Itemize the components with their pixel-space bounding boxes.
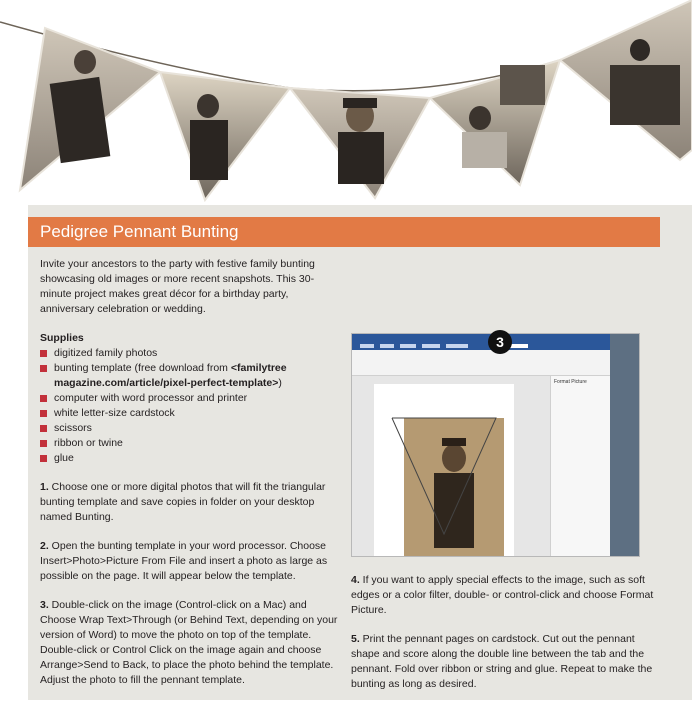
list-item: bunting template (free download from <familytree magazine.com/article/pixel-perfect-template>) xyxy=(40,361,340,391)
supplies-heading: Supplies xyxy=(40,332,84,344)
bunting-svg xyxy=(0,0,692,205)
bullet-icon xyxy=(40,395,47,402)
intro-paragraph: Invite your ancestors to the party with festive family bunting showcasing old images or more recent snapshots. This 30-minute project makes great décor for a birthday party, anniversary celebration or wedding. xyxy=(40,258,315,315)
step-5: 5. Print the pennant pages on cardstock. Cut out the pennant shape and score along the double line between the tab and the pennant. Fold over ribbon or string and glue. Repeat to make the bunting as long as desired. xyxy=(351,633,653,690)
pennant-man-with-cane xyxy=(160,72,290,200)
step-1: 1. Choose one or more digital photos that will fit the triangular bunting template and save copies in folder on your desktop named Bunting. xyxy=(40,481,326,523)
pennant-template-outline xyxy=(374,384,514,557)
list-item: computer with word processor and printer xyxy=(40,391,340,406)
step-3: 3. Double-click on the image (Control-click on a Mac) and Choose Wrap Text>Through (or Behind Text, depending on your version of Word) to move the photo on top of the template. Double-click or Control Click on the image again and choose Arrange>Send to Back, to place the photo behind the template. Adjust the photo to fill the pennant template. xyxy=(40,599,338,686)
bullet-icon xyxy=(40,455,47,462)
word-page xyxy=(374,384,514,557)
page-title: Pedigree Pennant Bunting xyxy=(28,217,660,247)
list-item: digitized family photos xyxy=(40,346,340,361)
supplies-list xyxy=(40,346,340,466)
left-column xyxy=(40,257,340,702)
list-item: glue xyxy=(40,451,340,466)
bullet-icon xyxy=(40,425,47,432)
word-screenshot-figure xyxy=(351,333,640,557)
word-ribbon xyxy=(352,350,640,376)
step-4: 4. If you want to apply special effects to the image, such as soft edges or a color filter, double- or control-click and choose Format Picture. xyxy=(351,574,654,616)
format-picture-title: Format Picture xyxy=(554,379,587,385)
desktop-background xyxy=(610,334,640,557)
step-2: 2. Open the bunting template in your word processor. Choose Insert>Photo>Picture From File and insert a photo as large as possible on the page. It will appear below the template. xyxy=(40,540,328,582)
pennant-soldier xyxy=(290,88,430,198)
pennant-sailor xyxy=(20,28,160,190)
list-item: white letter-size cardstock xyxy=(40,406,340,421)
article-panel xyxy=(28,205,692,700)
figure-badge: 3 xyxy=(488,330,512,354)
bunting-illustration xyxy=(0,0,692,205)
bullet-icon xyxy=(40,350,47,357)
list-item: scissors xyxy=(40,421,340,436)
pennant-group xyxy=(560,0,692,160)
right-column xyxy=(351,573,656,706)
bullet-icon xyxy=(40,365,47,372)
list-item: ribbon or twine xyxy=(40,436,340,451)
format-picture-pane[interactable] xyxy=(550,376,610,557)
word-document-area xyxy=(352,376,550,557)
template-link[interactable]: <familytree magazine.com/article/pixel-perfect-template> xyxy=(54,362,287,389)
pennant-flag-man xyxy=(430,60,560,185)
bullet-icon xyxy=(40,440,47,447)
bullet-icon xyxy=(40,410,47,417)
